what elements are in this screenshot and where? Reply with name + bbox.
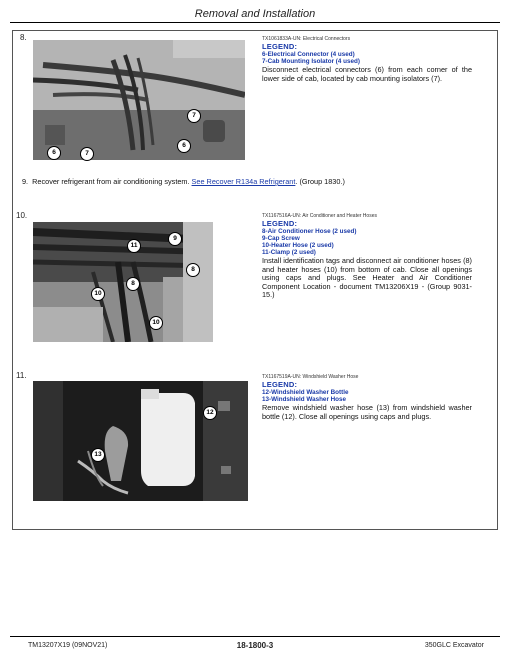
step-10-caption: TX1167516A-UN: Air Conditioner and Heater Hoses: [262, 213, 377, 219]
step-11-legend-title: LEGEND:: [262, 380, 298, 389]
header-title: Removal and Installation: [194, 8, 316, 20]
step-8-number: 8.: [20, 33, 27, 42]
footer-page-number: 18-1800-3: [236, 641, 274, 650]
callout-10: 10: [91, 287, 105, 301]
step-10-legend-item: 10-Heater Hose (2 used): [262, 242, 334, 249]
step-11-instructions: Remove windshield washer hose (13) from windshield washer bottle (12). Close all openings using caps and plugs.: [262, 403, 472, 421]
step-10-legend-title: LEGEND:: [262, 219, 298, 228]
step-9-number: 9.: [22, 177, 29, 186]
header-rule: [10, 22, 500, 23]
callout-13: 13: [91, 448, 105, 462]
callout-6: 6: [177, 139, 191, 153]
step-10-number: 10.: [16, 211, 28, 220]
step-11-caption: TX1167519A-UN: Windshield Washer Hose: [262, 374, 359, 380]
callout-6: 6: [47, 146, 61, 160]
step-10-legend-item: 11-Clamp (2 used): [262, 249, 316, 256]
step-11-legend-item: 13-Windshield Washer Hose: [262, 396, 347, 403]
step-8-instructions: Disconnect electrical connectors (6) from each corner of the lower side of cab, located by cab mounting isolators (7).: [262, 65, 472, 83]
footer-model: 350GLC Excavator: [424, 642, 484, 649]
step-8-caption: TX1061833A-UN: Electrical Connectors: [262, 36, 351, 42]
callout-11: 11: [127, 239, 141, 253]
recover-refrigerant-link[interactable]: See Recover R134a Refrigerant: [191, 177, 296, 186]
callout-10: 10: [149, 316, 163, 330]
callout-8: 8: [126, 277, 140, 291]
step-8-legend-item: 6-Electrical Connector (4 used): [262, 51, 355, 58]
step-10-instructions: Install identification tags and disconnect air conditioner hoses (8) and heater hoses (10) from bottom of cab. Close all openings using caps and plugs. See Heater and Air Conditioner Component Location - document TM13206X19 - (Group 9031-15.): [262, 256, 472, 300]
step-9-text: Recover refrigerant from air conditioning system.: [32, 177, 190, 186]
footer-rule: [10, 636, 500, 637]
step-9-group: . (Group 1830.): [295, 177, 345, 186]
step-8-photo: [33, 40, 245, 160]
step-8-legend-title: LEGEND:: [262, 42, 298, 51]
callout-7: 7: [187, 109, 201, 123]
step-10-legend-item: 8-Air Conditioner Hose (2 used): [262, 228, 357, 235]
step-9-line: [22, 177, 345, 186]
callout-12: 12: [203, 406, 217, 420]
step-10-legend-item: 9-Cap Screw: [262, 235, 300, 242]
callout-9: 9: [168, 232, 182, 246]
callout-7: 7: [80, 147, 94, 161]
step-10-photo: [33, 222, 213, 342]
callout-8: 8: [186, 263, 200, 277]
step-8-legend-item: 7-Cab Mounting Isolator (4 used): [262, 58, 360, 65]
step-11-number: 11.: [16, 371, 27, 380]
step-11-legend-item: 12-Windshield Washer Bottle: [262, 389, 349, 396]
footer-document-id: TM13207X19 (09NOV21): [28, 642, 108, 649]
step-11-photo: [33, 381, 248, 501]
